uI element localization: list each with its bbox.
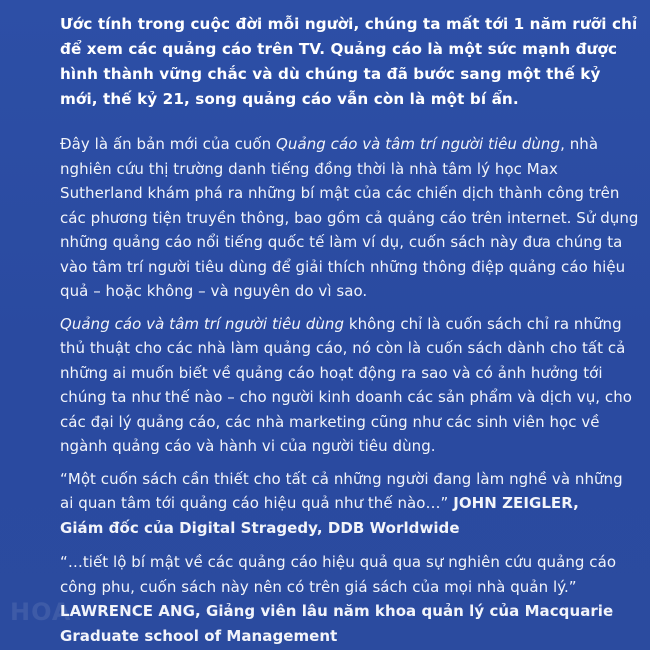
audience-paragraph [60, 312, 640, 459]
quote-author-role: Giám đốc của Digital Stragedy, DDB Worldwide [60, 518, 460, 537]
book-title-2: Quảng cáo và tâm trí người tiêu dùng [60, 314, 345, 333]
book-title: Quảng cáo và tâm trí người tiêu dùng [276, 135, 561, 153]
text-column [60, 12, 640, 648]
testimonial-zeigler [60, 467, 640, 541]
quote-author: JOHN ZEIGLER, [453, 494, 579, 512]
description-lead: Đây là ấn bản mới của cuốn [60, 135, 277, 153]
watermark-logo: HOA [10, 598, 72, 626]
intro-paragraph: Ước tính trong cuộc đời mỗi người, chúng ta mất tới 1 năm rưỡi chỉ để xem các quảng cáo trên TV. Quảng cáo là một sức mạnh được hình thành vững chắc và dù chúng ta đã bước sang một thế kỷ mới, thế kỷ 21, song quảng cáo vẫn còn là một bí ẩn. [60, 15, 638, 108]
description-paragraph [60, 132, 640, 304]
quote-text: “Một cuốn sách cần thiết cho tất cả những người đang làm nghề và những ai quan tâm tới quảng cáo hiệu quả như thế nào…” [60, 469, 623, 512]
quote-attribution: LAWRENCE ANG, Giảng viên lâu năm khoa quản lý của Macquarie Graduate school of Management [60, 602, 614, 645]
quote-text-2: “…tiết lộ bí mật về các quảng cáo hiệu quả qua sự nghiên cứu quảng cáo công phu, cuốn sách này nên có trên giá sách của mọi nhà quản lý.” [60, 553, 617, 596]
testimonial-ang [60, 550, 640, 648]
description-body: , nhà nghiên cứu thị trường danh tiếng đồng thời là nhà tâm lý học Max Sutherland khám phá ra những bí mật của các chiến dịch thành công trên các phương tiện truyền thông, bao gồm cả quảng cáo trên internet. Sử dụng những quảng cáo nổi tiếng quốc tế làm ví dụ, cuốn sách này đưa chúng ta vào tâm trí người tiêu dùng để giải thích những thông điệp quảng cáo hiệu quả – hoặc không – và nguyên do vì sao. [60, 135, 639, 300]
audience-body: không chỉ là cuốn sách chỉ ra những thủ thuật cho các nhà làm quảng cáo, nó còn là cuốn sách dành cho tất cả những ai muốn biết về quảng cáo hoạt động ra sao và có ảnh hưởng tới chúng ta như thế nào – cho người kinh doanh các sản phẩm và dịch vụ, cho các đại lý quảng cáo, các nhà marketing cũng như các sinh viên học về ngành quảng cáo và hành vi của người tiêu dùng. [60, 314, 632, 455]
